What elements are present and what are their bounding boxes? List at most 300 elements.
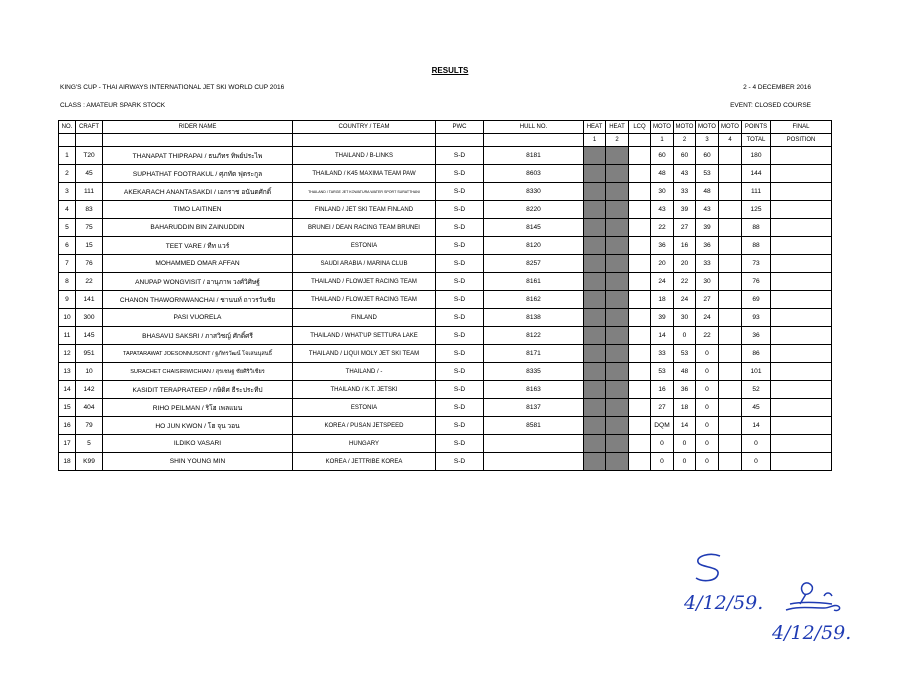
- moto-3-cell: 22: [696, 327, 719, 345]
- moto-3-cell: 33: [696, 255, 719, 273]
- row-no: 10: [59, 309, 76, 327]
- col-moto-3: MOTO: [696, 121, 719, 134]
- lcq-cell: [629, 165, 651, 183]
- final-position: [771, 327, 832, 345]
- country-team: THAILAND / K45 MAXIMA TEAM PAW: [293, 165, 436, 183]
- table-row: [59, 399, 832, 417]
- craft-number: 79: [76, 417, 103, 435]
- moto-2-cell: 24: [674, 291, 696, 309]
- country-team: BRUNEI / DEAN RACING TEAM BRUNEI: [293, 219, 436, 237]
- lcq-cell: [629, 291, 651, 309]
- craft-number: K99: [76, 453, 103, 471]
- heat-1-cell: [584, 453, 606, 471]
- moto-3-cell: 30: [696, 273, 719, 291]
- col-craft: CRAFT: [76, 121, 103, 134]
- points-total: 86: [742, 345, 771, 363]
- points-total: 144: [742, 165, 771, 183]
- points-total: 88: [742, 237, 771, 255]
- rider-name: RIHO PEILMAN / ริโฮ เพลแมน: [103, 399, 293, 417]
- hull-number: 8161: [484, 273, 584, 291]
- moto-1-cell: DQM: [651, 417, 674, 435]
- rider-name: CHANON THAWORNWANCHAI / ชานนท์ ถาวรวันชัย: [103, 291, 293, 309]
- heat-1-cell: [584, 255, 606, 273]
- moto-1-cell: 36: [651, 237, 674, 255]
- pwc-class: S-D: [436, 255, 484, 273]
- moto-2-cell: 16: [674, 237, 696, 255]
- craft-number: 951: [76, 345, 103, 363]
- pwc-class: S-D: [436, 291, 484, 309]
- page-title: RESULTS: [431, 66, 469, 75]
- heat-1-cell: [584, 147, 606, 165]
- hull-number: 8137: [484, 399, 584, 417]
- lcq-cell: [629, 237, 651, 255]
- points-total: 0: [742, 453, 771, 471]
- moto-1-cell: 22: [651, 219, 674, 237]
- moto-1-cell: 16: [651, 381, 674, 399]
- heat-2-cell: [606, 417, 629, 435]
- signature-date-right: 4/12/59.: [772, 622, 852, 644]
- table-row: [59, 183, 832, 201]
- sub-moto-4: 4: [719, 134, 742, 147]
- lcq-cell: [629, 417, 651, 435]
- sub-hull: [484, 134, 584, 147]
- pwc-class: S-D: [436, 147, 484, 165]
- heat-2-cell: [606, 255, 629, 273]
- header-row: [59, 121, 832, 134]
- heat-1-cell: [584, 237, 606, 255]
- final-position: [771, 201, 832, 219]
- hull-number: 8335: [484, 363, 584, 381]
- heat-1-cell: [584, 183, 606, 201]
- heat-2-cell: [606, 219, 629, 237]
- table-row: [59, 345, 832, 363]
- event-type: EVENT: CLOSED COURSE: [730, 102, 811, 109]
- heat-1-cell: [584, 417, 606, 435]
- moto-1-cell: 14: [651, 327, 674, 345]
- pwc-class: S-D: [436, 309, 484, 327]
- moto-4-cell: [719, 201, 742, 219]
- signature-right: [776, 574, 848, 618]
- row-no: 2: [59, 165, 76, 183]
- hull-number: 8163: [484, 381, 584, 399]
- final-position: [771, 435, 832, 453]
- hull-number: 8220: [484, 201, 584, 219]
- heat-2-cell: [606, 327, 629, 345]
- moto-4-cell: [719, 417, 742, 435]
- heat-2-cell: [606, 345, 629, 363]
- final-position: [771, 273, 832, 291]
- hull-number: 8171: [484, 345, 584, 363]
- craft-number: 404: [76, 399, 103, 417]
- event-dates: 2 - 4 DECEMBER 2016: [743, 84, 811, 91]
- heat-2-cell: [606, 399, 629, 417]
- country-team: THAILAND / -: [293, 363, 436, 381]
- points-total: 45: [742, 399, 771, 417]
- moto-3-cell: 0: [696, 453, 719, 471]
- country-team: KOREA / JETTRIBE KOREA: [293, 453, 436, 471]
- rider-name: ILDIKO VASARI: [103, 435, 293, 453]
- final-position: [771, 165, 832, 183]
- lcq-cell: [629, 363, 651, 381]
- sub-heat-2: 2: [606, 134, 629, 147]
- moto-3-cell: 0: [696, 417, 719, 435]
- heat-2-cell: [606, 273, 629, 291]
- moto-4-cell: [719, 381, 742, 399]
- col-moto-4: MOTO: [719, 121, 742, 134]
- pwc-class: S-D: [436, 453, 484, 471]
- heat-1-cell: [584, 345, 606, 363]
- heat-2-cell: [606, 237, 629, 255]
- col-heat-1: HEAT: [584, 121, 606, 134]
- points-total: 88: [742, 219, 771, 237]
- heat-1-cell: [584, 327, 606, 345]
- heat-1-cell: [584, 309, 606, 327]
- rider-name: SHIN YOUNG MIN: [103, 453, 293, 471]
- points-total: 93: [742, 309, 771, 327]
- sub-moto-2: 2: [674, 134, 696, 147]
- pwc-class: S-D: [436, 219, 484, 237]
- points-total: 52: [742, 381, 771, 399]
- moto-2-cell: 20: [674, 255, 696, 273]
- heat-2-cell: [606, 435, 629, 453]
- subheader-row: [59, 134, 832, 147]
- moto-3-cell: 0: [696, 345, 719, 363]
- country-team: KOREA / PUSAN JETSPEED: [293, 417, 436, 435]
- row-no: 17: [59, 435, 76, 453]
- heat-1-cell: [584, 399, 606, 417]
- moto-1-cell: 0: [651, 435, 674, 453]
- pwc-class: S-D: [436, 183, 484, 201]
- lcq-cell: [629, 345, 651, 363]
- country-team: THAILAND / B-LINKS: [293, 147, 436, 165]
- heat-2-cell: [606, 309, 629, 327]
- moto-2-cell: 36: [674, 381, 696, 399]
- moto-3-cell: 0: [696, 435, 719, 453]
- table-row: [59, 201, 832, 219]
- heat-2-cell: [606, 201, 629, 219]
- moto-3-cell: 43: [696, 201, 719, 219]
- lcq-cell: [629, 399, 651, 417]
- moto-2-cell: 53: [674, 345, 696, 363]
- craft-number: 300: [76, 309, 103, 327]
- sub-pwc: [436, 134, 484, 147]
- points-total: 73: [742, 255, 771, 273]
- heat-1-cell: [584, 273, 606, 291]
- final-position: [771, 399, 832, 417]
- craft-number: 83: [76, 201, 103, 219]
- points-total: 111: [742, 183, 771, 201]
- rider-name: BAHARUDDIN BIN ZAINUDDIN: [103, 219, 293, 237]
- rider-name: TEET VARE / ทีท แวร์: [103, 237, 293, 255]
- row-no: 15: [59, 399, 76, 417]
- hull-number: 8181: [484, 147, 584, 165]
- row-no: 4: [59, 201, 76, 219]
- lcq-cell: [629, 183, 651, 201]
- moto-2-cell: 18: [674, 399, 696, 417]
- lcq-cell: [629, 201, 651, 219]
- final-position: [771, 237, 832, 255]
- heat-2-cell: [606, 291, 629, 309]
- craft-number: 76: [76, 255, 103, 273]
- final-position: [771, 381, 832, 399]
- rider-name: SUPHATHAT FOOTRAKUL / ศุภทัต ฟุตระกูล: [103, 165, 293, 183]
- rider-name: MOHAMMED OMAR AFFAN: [103, 255, 293, 273]
- sub-total: TOTAL: [742, 134, 771, 147]
- points-total: 14: [742, 417, 771, 435]
- row-no: 5: [59, 219, 76, 237]
- moto-1-cell: 18: [651, 291, 674, 309]
- lcq-cell: [629, 435, 651, 453]
- moto-4-cell: [719, 183, 742, 201]
- moto-4-cell: [719, 147, 742, 165]
- hull-number: 8581: [484, 417, 584, 435]
- final-position: [771, 219, 832, 237]
- moto-3-cell: 0: [696, 399, 719, 417]
- country-team: THAILAND / K.T. JETSKI: [293, 381, 436, 399]
- moto-4-cell: [719, 345, 742, 363]
- country-team: THAILAND / WHAT'UP SETTURA LAKE: [293, 327, 436, 345]
- rider-name: TIMO LAITINEN: [103, 201, 293, 219]
- craft-number: T20: [76, 147, 103, 165]
- craft-number: 141: [76, 291, 103, 309]
- final-position: [771, 309, 832, 327]
- moto-3-cell: 39: [696, 219, 719, 237]
- pwc-class: S-D: [436, 165, 484, 183]
- sub-moto-3: 3: [696, 134, 719, 147]
- final-position: [771, 417, 832, 435]
- col-rider: RIDER NAME: [103, 121, 293, 134]
- points-total: 125: [742, 201, 771, 219]
- col-heat-2: HEAT: [606, 121, 629, 134]
- lcq-cell: [629, 255, 651, 273]
- hull-number: 8145: [484, 219, 584, 237]
- signature-left: [690, 550, 730, 590]
- sub-heat-1: 1: [584, 134, 606, 147]
- col-country: COUNTRY / TEAM: [293, 121, 436, 134]
- heat-1-cell: [584, 219, 606, 237]
- lcq-cell: [629, 273, 651, 291]
- moto-3-cell: 36: [696, 237, 719, 255]
- moto-4-cell: [719, 435, 742, 453]
- rider-name: AKEKARACH ANANTASAKDI / เอกราช อนันตศักดิ์: [103, 183, 293, 201]
- moto-1-cell: 0: [651, 453, 674, 471]
- hull-number: 8330: [484, 183, 584, 201]
- moto-2-cell: 30: [674, 309, 696, 327]
- moto-2-cell: 33: [674, 183, 696, 201]
- moto-2-cell: 48: [674, 363, 696, 381]
- moto-2-cell: 39: [674, 201, 696, 219]
- final-position: [771, 255, 832, 273]
- pwc-class: S-D: [436, 435, 484, 453]
- table-row: [59, 147, 832, 165]
- country-team: SAUDI ARABIA / MARINA CLUB: [293, 255, 436, 273]
- table-row: [59, 453, 832, 471]
- col-points: POINTS: [742, 121, 771, 134]
- heat-2-cell: [606, 147, 629, 165]
- moto-3-cell: 24: [696, 309, 719, 327]
- sub-craft: [76, 134, 103, 147]
- results-table: [58, 120, 832, 471]
- heat-2-cell: [606, 363, 629, 381]
- pwc-class: S-D: [436, 327, 484, 345]
- hull-number: 8122: [484, 327, 584, 345]
- craft-number: 45: [76, 165, 103, 183]
- craft-number: 111: [76, 183, 103, 201]
- pwc-class: S-D: [436, 381, 484, 399]
- moto-3-cell: 27: [696, 291, 719, 309]
- row-no: 3: [59, 183, 76, 201]
- moto-1-cell: 33: [651, 345, 674, 363]
- heat-2-cell: [606, 453, 629, 471]
- points-total: 76: [742, 273, 771, 291]
- rider-name: KASIDIT TERAPRATEEP / กษิดิศ ธีระประทีป: [103, 381, 293, 399]
- moto-4-cell: [719, 327, 742, 345]
- country-team: ESTONIA: [293, 237, 436, 255]
- country-team: THAILAND / LIQUI MOLY JET SKI TEAM: [293, 345, 436, 363]
- table-row: [59, 255, 832, 273]
- lcq-cell: [629, 309, 651, 327]
- points-total: 0: [742, 435, 771, 453]
- heat-1-cell: [584, 165, 606, 183]
- table-row: [59, 273, 832, 291]
- heat-2-cell: [606, 381, 629, 399]
- table-row: [59, 363, 832, 381]
- hull-number: 8257: [484, 255, 584, 273]
- table-row: [59, 309, 832, 327]
- moto-4-cell: [719, 309, 742, 327]
- points-total: 180: [742, 147, 771, 165]
- craft-number: 5: [76, 435, 103, 453]
- craft-number: 22: [76, 273, 103, 291]
- rider-name: THANAPAT THIPRAPAI / ธนภัทร ทิพย์ประไพ: [103, 147, 293, 165]
- heat-2-cell: [606, 165, 629, 183]
- moto-4-cell: [719, 363, 742, 381]
- country-team: THAILAND / FLOWJET RACING TEAM: [293, 291, 436, 309]
- moto-4-cell: [719, 273, 742, 291]
- final-position: [771, 291, 832, 309]
- heat-1-cell: [584, 381, 606, 399]
- pwc-class: S-D: [436, 201, 484, 219]
- heat-1-cell: [584, 435, 606, 453]
- class-label: CLASS : AMATEUR SPARK STOCK: [60, 102, 166, 109]
- table-row: [59, 219, 832, 237]
- moto-4-cell: [719, 453, 742, 471]
- final-position: [771, 363, 832, 381]
- row-no: 13: [59, 363, 76, 381]
- final-position: [771, 183, 832, 201]
- moto-4-cell: [719, 165, 742, 183]
- moto-3-cell: 0: [696, 381, 719, 399]
- table-row: [59, 435, 832, 453]
- points-total: 36: [742, 327, 771, 345]
- craft-number: 15: [76, 237, 103, 255]
- table-row: [59, 165, 832, 183]
- lcq-cell: [629, 381, 651, 399]
- craft-number: 75: [76, 219, 103, 237]
- lcq-cell: [629, 219, 651, 237]
- rider-name: SURACHET CHAISIRIWICHIAN / สุรเชษฐ ชัยศิริวิเชียร: [103, 363, 293, 381]
- heat-1-cell: [584, 363, 606, 381]
- moto-3-cell: 0: [696, 363, 719, 381]
- col-moto-2: MOTO: [674, 121, 696, 134]
- sub-no: [59, 134, 76, 147]
- hull-number: [484, 435, 584, 453]
- moto-2-cell: 0: [674, 435, 696, 453]
- country-team: ESTONIA: [293, 399, 436, 417]
- moto-1-cell: 53: [651, 363, 674, 381]
- table-row: [59, 417, 832, 435]
- moto-4-cell: [719, 219, 742, 237]
- final-position: [771, 453, 832, 471]
- table-row: [59, 327, 832, 345]
- moto-2-cell: 14: [674, 417, 696, 435]
- craft-number: 145: [76, 327, 103, 345]
- country-team: THAILAND / FLOWJET RACING TEAM: [293, 273, 436, 291]
- moto-3-cell: 48: [696, 183, 719, 201]
- moto-2-cell: 60: [674, 147, 696, 165]
- moto-2-cell: 22: [674, 273, 696, 291]
- table-row: [59, 291, 832, 309]
- moto-1-cell: 39: [651, 309, 674, 327]
- row-no: 6: [59, 237, 76, 255]
- pwc-class: S-D: [436, 417, 484, 435]
- moto-4-cell: [719, 399, 742, 417]
- row-no: 8: [59, 273, 76, 291]
- moto-4-cell: [719, 291, 742, 309]
- moto-3-cell: 60: [696, 147, 719, 165]
- country-team: HUNGARY: [293, 435, 436, 453]
- sub-position: POSITION: [771, 134, 832, 147]
- moto-2-cell: 27: [674, 219, 696, 237]
- row-no: 7: [59, 255, 76, 273]
- craft-number: 142: [76, 381, 103, 399]
- hull-number: 8138: [484, 309, 584, 327]
- moto-2-cell: 0: [674, 327, 696, 345]
- pwc-class: S-D: [436, 345, 484, 363]
- sub-country: [293, 134, 436, 147]
- row-no: 9: [59, 291, 76, 309]
- moto-2-cell: 0: [674, 453, 696, 471]
- final-position: [771, 345, 832, 363]
- row-no: 14: [59, 381, 76, 399]
- signature-date-left: 4/12/59.: [684, 592, 764, 614]
- points-total: 69: [742, 291, 771, 309]
- moto-4-cell: [719, 237, 742, 255]
- col-hull: HULL NO.: [484, 121, 584, 134]
- lcq-cell: [629, 327, 651, 345]
- rider-name: BHASAVIJ SAKSRI / ภาสวิชญ์ ศักดิ์ศรี: [103, 327, 293, 345]
- col-final: FINAL: [771, 121, 832, 134]
- row-no: 16: [59, 417, 76, 435]
- country-team: FINLAND: [293, 309, 436, 327]
- pwc-class: S-D: [436, 273, 484, 291]
- moto-1-cell: 20: [651, 255, 674, 273]
- hull-number: 8603: [484, 165, 584, 183]
- moto-1-cell: 27: [651, 399, 674, 417]
- hull-number: [484, 453, 584, 471]
- row-no: 12: [59, 345, 76, 363]
- sub-lcq: [629, 134, 651, 147]
- moto-1-cell: 48: [651, 165, 674, 183]
- table-row: [59, 237, 832, 255]
- moto-1-cell: 60: [651, 147, 674, 165]
- rider-name: TAPATARAWAT JOESONNUSONT / ฐภัทรวัฒน์ โจเสนนุสนธิ์: [103, 345, 293, 363]
- rider-name: PASI VUORELA: [103, 309, 293, 327]
- sub-moto-1: 1: [651, 134, 674, 147]
- heat-1-cell: [584, 291, 606, 309]
- heat-2-cell: [606, 183, 629, 201]
- col-pwc: PWC: [436, 121, 484, 134]
